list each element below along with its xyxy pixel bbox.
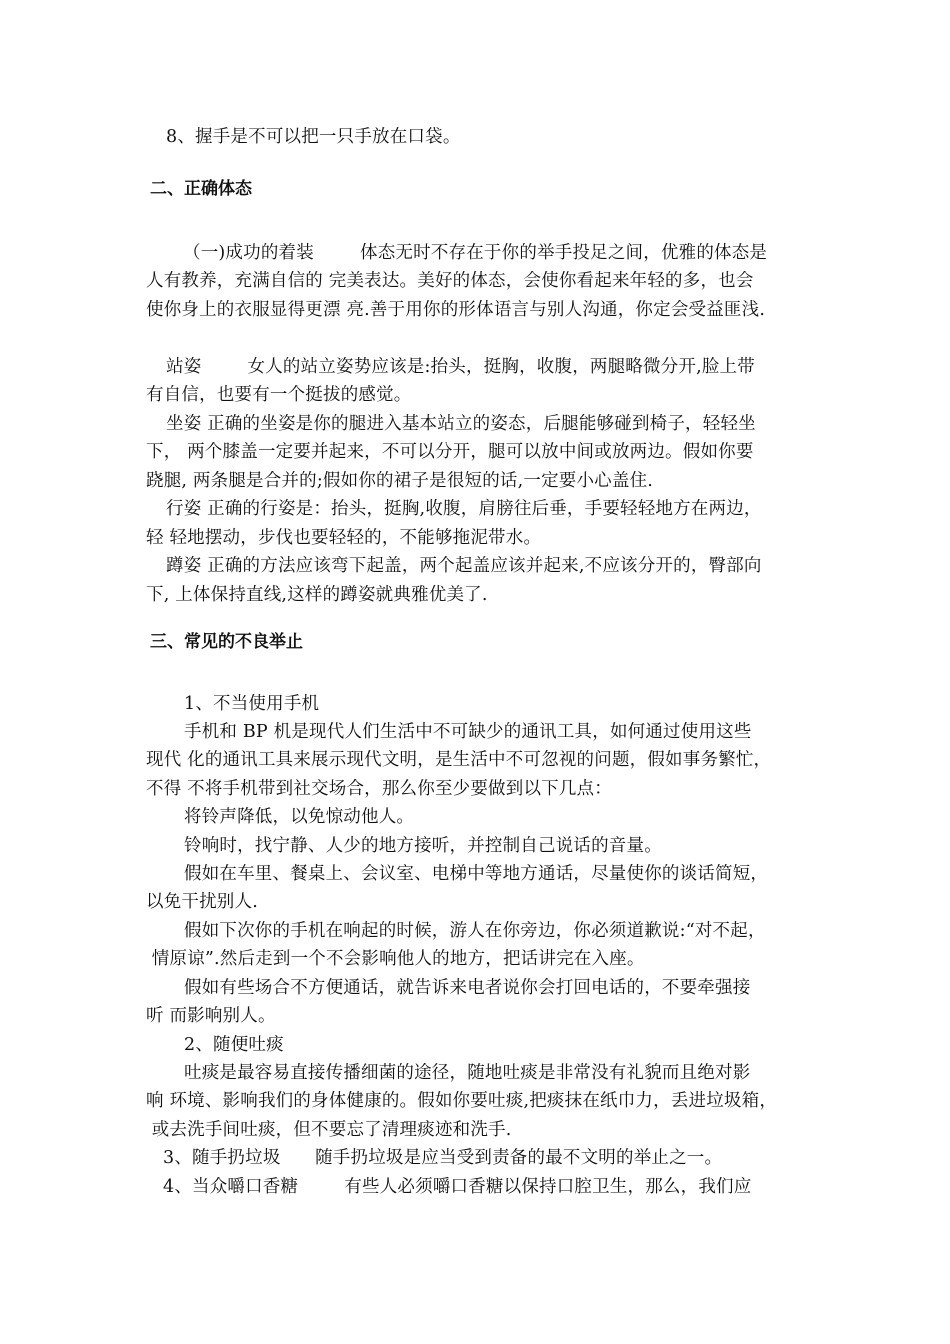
walking-line-2: 轻 轻地摆动，步伐也要轻轻的，不能够拖泥带水。: [146, 528, 542, 548]
squatting-line-2: 下, 上体保持直线,这样的蹲姿就典雅优美了.: [146, 585, 488, 605]
phone-intro-line-1: 手机和 BP 机是现代人们生活中不可缺少的通讯工具，如何通过使用这些: [184, 722, 752, 742]
litter-line: 3、随手扔垃圾 随手扔垃圾是应当受到责备的最不文明的举止之一。: [163, 1148, 723, 1168]
phone-intro-line-3: 不得 不将手机带到社交场合，那么你至少要做到以下几点：: [146, 779, 612, 799]
phone-tip-5-line-1: 假如有些场合不方便通话，就告诉来电者说你会打回电话的，不要牵强接: [184, 978, 751, 998]
standing-line-2: 有自信，也要有一个挺拔的感觉。: [146, 385, 412, 405]
standing-line-1: 站姿 女人的站立姿势应该是:抬头，挺胸，收腹，两腿略微分开,脸上带: [166, 357, 755, 377]
section-3-heading: 三、常见的不良举止: [150, 632, 303, 652]
posture-intro-line-2: 人有教养，充满自信的 完美表达。美好的体态，会使你看起来年轻的多，也会: [146, 271, 754, 291]
phone-tip-3-line-1: 假如在车里、餐桌上、会议室、电梯中等地方通话，尽量使你的谈话简短，: [184, 864, 769, 884]
squatting-line-1: 蹲姿 正确的方法应该弯下起盖，两个起盖应该并起来,不应该分开的，臀部向: [166, 556, 762, 576]
sitting-line-3: 跷腿, 两条腿是合并的;假如你的裙子是很短的话,一定要小心盖住.: [146, 471, 654, 491]
spit-line-2: 响 环境、影响我们的身体健康的。假如你要吐痰,把痰抹在纸巾力，丢进垃圾箱，: [146, 1091, 778, 1111]
phone-tip-5-line-2: 听 而影响别人。: [146, 1006, 276, 1026]
spit-title: 2、随便吐痰: [184, 1035, 284, 1055]
phone-tip-4-line-2: 情原谅”.然后走到一个不会影响他人的地方，把话讲完在入座。: [146, 949, 645, 969]
phone-tip-2: 铃响时，找宁静、人少的地方接听，并控制自己说话的音量。: [184, 836, 662, 856]
gum-line: 4、当众嚼口香糖 有些人必须嚼口香糖以保持口腔卫生，那么，我们应: [163, 1177, 752, 1197]
item-8-handshake: 8、握手是不可以把一只手放在口袋。: [166, 127, 461, 147]
posture-intro-line-1: （一)成功的着装 体态无时不存在于你的举手投足之间，优雅的体态是: [183, 243, 768, 263]
spit-line-3: 或去洗手间吐痰，但不要忘了清理痰迹和洗手.: [146, 1120, 512, 1140]
phone-intro-line-2: 现代 化的通讯工具来展示现代文明，是生活中不可忽视的问题，假如事务繁忙，: [146, 750, 772, 770]
phone-tip-1: 将铃声降低，以免惊动他人。: [184, 807, 415, 827]
walking-line-1: 行姿 正确的行姿是：抬头，挺胸,收腹，肩膀往后垂，手要轻轻地方在两边，: [166, 499, 762, 519]
posture-intro-line-3: 使你身上的衣服显得更漂 亮.善于用你的形体语言与别人沟通，你定会受益匪浅.: [146, 300, 766, 320]
sitting-line-2: 下， 两个膝盖一定要并起来，不可以分开，腿可以放中间或放两边。假如你要: [146, 442, 754, 462]
phone-title: 1、不当使用手机: [184, 694, 320, 714]
spit-line-1: 吐痰是最容易直接传播细菌的途径，随地吐痰是非常没有礼貌而且绝对影: [184, 1063, 751, 1083]
section-2-heading: 二、正确体态: [150, 179, 252, 199]
phone-tip-4-line-1: 假如下次你的手机在响起的时候，游人在你旁边，你必须道歉说:“对不起，: [184, 921, 766, 941]
sitting-line-1: 坐姿 正确的坐姿是你的腿进入基本站立的姿态，后腿能够碰到椅子，轻轻坐: [166, 414, 756, 434]
phone-tip-3-line-2: 以免干扰别人.: [146, 892, 258, 912]
